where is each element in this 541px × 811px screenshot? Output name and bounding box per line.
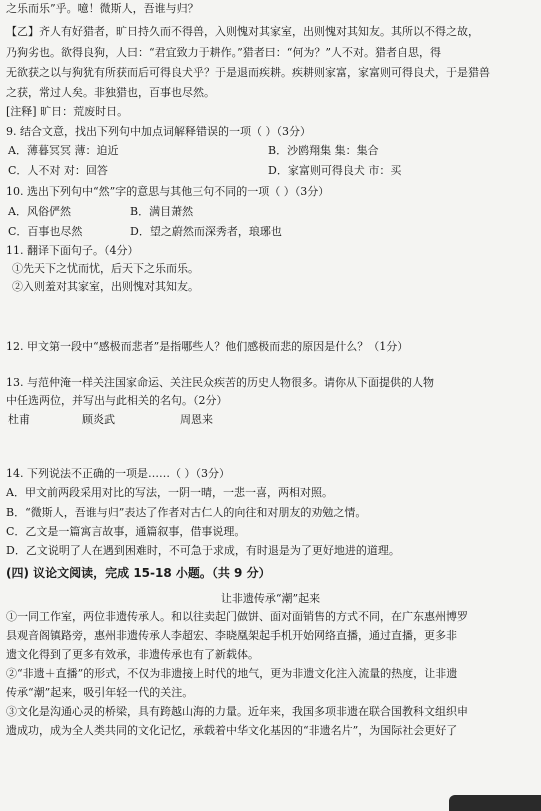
q10-option-b: B．满目萧然 bbox=[130, 205, 194, 218]
annotation-note: [注释] 旷日：荒废时日。 bbox=[6, 105, 129, 118]
q11-item-2: ②入则羞对其家室，出则愧对其知友。 bbox=[12, 280, 199, 293]
article-line: 传承“潮”起来，吸引年轻一代的关注。 bbox=[6, 686, 194, 699]
article-line: 县观音阁镇路旁，惠州非遗传承人李超宏、李晓凰架起手机开始网络直播，通过直播，更多非 bbox=[6, 629, 457, 642]
q9-option-b: B．沙鸥翔集 集：集合 bbox=[268, 144, 379, 157]
q10-option-d: D．望之蔚然而深秀者，琅琊也 bbox=[130, 225, 282, 238]
question-13-line-1: 13. 与范仲淹一样关注国家命运、关注民众疾苦的历史人物很多。请你从下面提供的人物 bbox=[6, 376, 434, 389]
text-line: 无欲获之以与狗犹有所获而后可得良犬乎？于是退而疾耕。疾耕则家富，家富则可得良犬，于是猎兽 bbox=[6, 66, 490, 79]
article-line: ③文化是沟通心灵的桥梁，具有跨越山海的力量。近年来，我国多项非遗在联合国教科文组织申 bbox=[6, 705, 468, 718]
section-title: (四) 议论文阅读，完成 15-18 小题。（共 9 分） bbox=[6, 566, 271, 580]
q13-name-zhouenlai: 周恩来 bbox=[180, 413, 213, 426]
q13-name-dufu: 杜甫 bbox=[8, 413, 30, 426]
q10-option-a: A．风俗俨然 bbox=[8, 205, 71, 218]
text-line: 之乐而乐”乎。噫！微斯人，吾谁与归？ bbox=[6, 2, 199, 15]
question-12: 12. 甲文第一段中“感极而悲者”是指哪些人？他们感极而悲的原因是什么？（1分） bbox=[6, 340, 409, 353]
article-title: 让非遗传承“潮”起来 bbox=[220, 592, 321, 605]
question-9: 9. 结合文意，找出下列句中加点词解释错误的一项（ ）（3分） bbox=[6, 125, 311, 138]
q9-option-a: A．薄暮冥冥 薄：迫近 bbox=[8, 144, 119, 157]
article-line: 遗文化得到了更多有效承，非遗传承也有了新载体。 bbox=[6, 648, 259, 661]
q14-option-a: A．甲文前两段采用对比的写法，一阴一晴，一悲一喜，两相对照。 bbox=[6, 486, 333, 499]
q9-option-d: D．家富则可得良犬 市：买 bbox=[268, 164, 402, 177]
article-line: 遗成功，成为全人类共同的文化记忆，承载着中华文化基因的“非遗名片”，为国际社会更好了 bbox=[6, 724, 458, 737]
question-11: 11. 翻译下面句子。（4分） bbox=[6, 244, 139, 257]
article-line: ②“非遗＋直播”的形式，不仅为非遗接上时代的地气，更为非遗文化注入流量的热度，让非遗 bbox=[6, 667, 458, 680]
question-10: 10. 选出下列句中“然”字的意思与其他三句不同的一项（ ）（3分） bbox=[6, 185, 330, 198]
text-line: 乃狗劣也。欲得良狗，人曰：“君宜致力于耕作。”猎者曰：“何为？”人不对。猎者自思，得 bbox=[6, 46, 441, 59]
q14-option-d: D．乙文说明了人在遇到困难时，不可急于求成，有时退是为了更好地进的道理。 bbox=[6, 544, 400, 557]
text-line: 【乙】齐人有好猎者，旷日持久而不得兽，入则愧对其家室，出则愧对其知友。其所以不得之故， bbox=[6, 25, 479, 38]
q10-option-c: C．百事也尽然 bbox=[8, 225, 83, 238]
q14-option-c: C．乙文是一篇寓言故事，通篇叙事，借事说理。 bbox=[6, 525, 246, 538]
q11-item-1: ①先天下之忧而忧，后天下之乐而乐。 bbox=[12, 262, 199, 275]
text-line: 之获，常过人矣。非独猎也，百事也尽然。 bbox=[6, 86, 215, 99]
q9-option-c: C．人不对 对：回答 bbox=[8, 164, 108, 177]
q14-option-b: B．“微斯人，吾谁与归”表达了作者对古仁人的向往和对朋友的劝勉之情。 bbox=[6, 506, 367, 519]
corner-watermark bbox=[449, 795, 541, 811]
question-13-line-2: 中任选两位，并写出与此相关的名句。（2分） bbox=[6, 394, 228, 407]
q13-name-guyanwu: 顾炎武 bbox=[82, 413, 115, 426]
article-line: ①一同工作室，两位非遗传承人。和以往卖起门做饼、面对面销售的方式不同，在广东惠州博罗 bbox=[6, 610, 468, 623]
question-14: 14. 下列说法不正确的一项是……（ ）（3分） bbox=[6, 467, 230, 480]
